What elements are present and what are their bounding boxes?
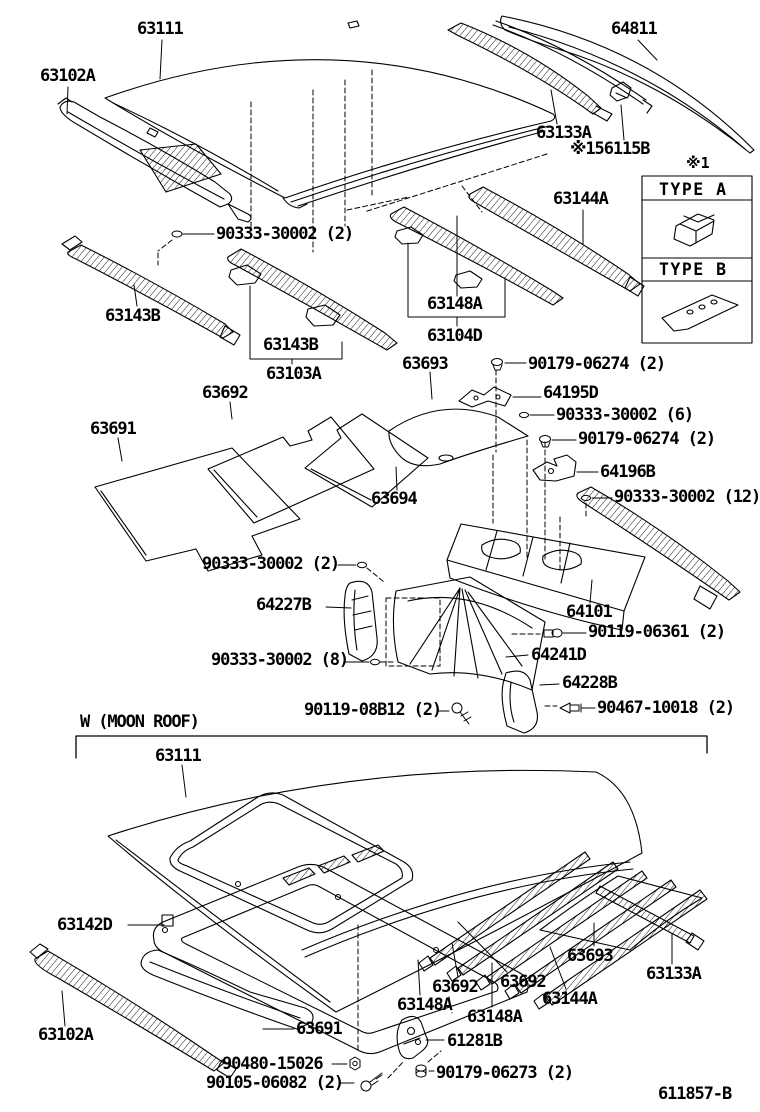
callout-90480-15026: 90480-15026 (222, 1054, 323, 1074)
callout-63148A-moonroof-a: 63148A (397, 995, 452, 1015)
callout-63143B-left: 63143B (105, 306, 160, 326)
callout-63142D: 63142D (57, 915, 112, 935)
type-b-header: TYPE B (659, 260, 728, 279)
type-a-header: TYPE A (659, 180, 728, 199)
callout-90105-06082-2: 90105-06082 (2) (206, 1073, 344, 1093)
roof-panel-moonroof-art (108, 770, 642, 1012)
headliner-panels-art (95, 409, 528, 571)
callout-61281B: 61281B (447, 1031, 502, 1051)
callout-63148A-moonroof-b: 63148A (467, 1007, 522, 1027)
moonroof-section-title: W (MOON ROOF) (80, 712, 199, 732)
callout-63104D: 63104D (427, 326, 482, 346)
callout-90333-30002-2-top: 90333-30002 (2) (216, 224, 354, 244)
callout-64811: 64811 (611, 19, 657, 39)
callout-63691-moonroof: 63691 (296, 1019, 342, 1039)
callout-90119-06361-2: 90119-06361 (2) (588, 622, 726, 642)
drawing-code: 611857-B (658, 1084, 732, 1104)
note-mark: ※1 (686, 154, 710, 172)
callout-63692-moonroof-b: 63692 (500, 972, 546, 992)
callout-63144A-top: 63144A (553, 189, 608, 209)
callout-90119-08B12-2: 90119-08B12 (2) (304, 700, 442, 720)
fastener-icons-bottom (350, 1057, 426, 1091)
headliner-moonroof-art (141, 950, 313, 1029)
callout-63103A: 63103A (266, 364, 321, 384)
callout-90179-06273-2: 90179-06273 (2) (436, 1063, 574, 1083)
callout-90179-06274-2-b: 90179-06274 (2) (578, 429, 716, 449)
callout-63133A-moonroof: 63133A (646, 964, 701, 984)
callout-63693-moonroof: 63693 (567, 946, 613, 966)
callout-64101: 64101 (566, 602, 612, 622)
callout-90467-10018-2: 90467-10018 (2) (597, 698, 735, 718)
callout-63111-roof-moonroof: 63111 (155, 746, 201, 766)
callout-64241D: 64241D (531, 645, 586, 665)
callout-90333-30002-2-mid: 90333-30002 (2) (202, 554, 340, 574)
callout-64227B: 64227B (256, 595, 311, 615)
windshield-header-moonroof-art (30, 944, 236, 1078)
callout-63133A-top: 63133A (536, 123, 591, 143)
callout-90333-30002-12: 90333-30002 (12) (614, 487, 760, 507)
callout-90333-30002-6: 90333-30002 (6) (556, 405, 694, 425)
callout-64196B: 64196B (600, 462, 655, 482)
callout-63148A-top: 63148A (427, 294, 482, 314)
callout-64228B: 64228B (562, 673, 617, 693)
callout-156115B: ※156115B (570, 139, 650, 159)
callout-90179-06274-2-a: 90179-06274 (2) (528, 354, 666, 374)
callout-63143B-mid: 63143B (263, 335, 318, 355)
callout-63691-top: 63691 (90, 419, 136, 439)
callout-63144A-moonroof: 63144A (542, 989, 597, 1009)
callout-63102A-moonroof: 63102A (38, 1025, 93, 1045)
windshield-header-top-art (58, 98, 251, 222)
callout-63111-roof-top: 63111 (137, 19, 183, 39)
callout-63692-top: 63692 (202, 383, 248, 403)
callout-64195D: 64195D (543, 383, 598, 403)
callout-90333-30002-8: 90333-30002 (8) (211, 650, 349, 670)
callout-63692-moonroof-a: 63692 (432, 977, 478, 997)
callout-63693-top: 63693 (402, 354, 448, 374)
callout-63694: 63694 (371, 489, 417, 509)
callout-63102A-top: 63102A (40, 66, 95, 86)
